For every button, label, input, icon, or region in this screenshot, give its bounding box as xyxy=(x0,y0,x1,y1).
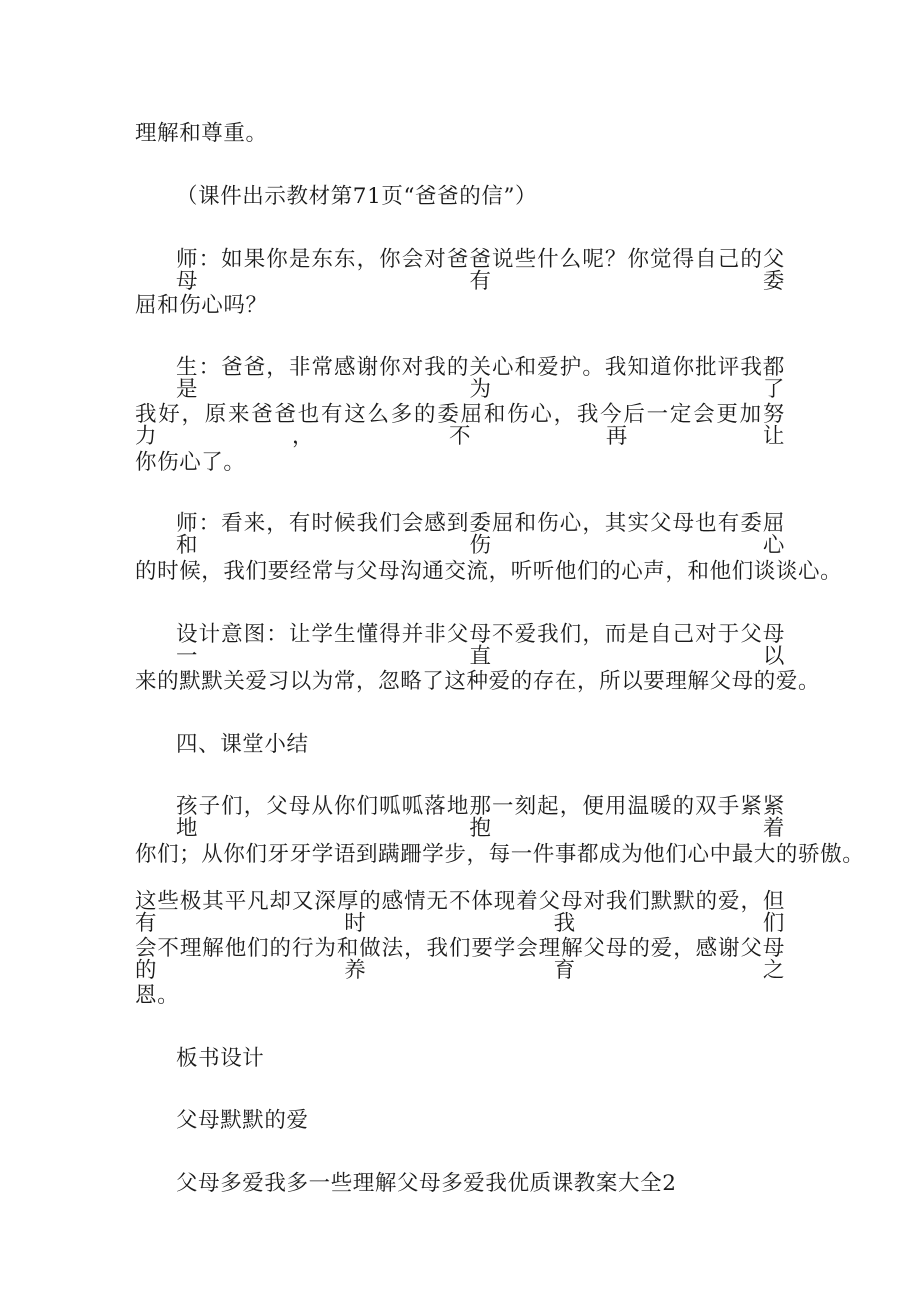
courseware-note: （课件出示教材第71页“爸爸的信”） xyxy=(176,184,538,209)
student-answer-line-3: 你伤心了。 xyxy=(135,450,246,475)
board-design-heading: 板书设计 xyxy=(176,1046,265,1071)
summary-line-5: 恩。 xyxy=(135,983,180,1008)
next-lesson-title: 父母多爱我多一些理解父母多爱我优质课教案大全2 xyxy=(176,1171,677,1196)
teacher-question-line-1: 师：如果你是东东，你会对爸爸说些什么呢？你觉得自己的父母有委 xyxy=(176,247,785,294)
board-design-title: 父母默默的爱 xyxy=(176,1108,309,1133)
text-line: 理解和尊重。 xyxy=(135,121,268,146)
teacher-remark-line-1: 师：看来，有时候我们会感到委屈和伤心，其实父母也有委屈和伤心 xyxy=(176,511,785,558)
summary-line-3: 这些极其平凡却又深厚的感情无不体现着父母对我们默默的爱，但有时我们 xyxy=(135,889,785,936)
student-answer-line-2: 我好，原来爸爸也有这么多的委屈和伤心，我今后一定会更加努力，不再让 xyxy=(135,402,785,449)
teacher-question-line-2: 屈和伤心吗？ xyxy=(135,293,268,318)
summary-line-2: 你们；从你们牙牙学语到蹒跚学步，每一件事都成为他们心中最大的骄傲。 xyxy=(135,842,865,867)
section-heading-summary: 四、课堂小结 xyxy=(176,732,309,757)
design-intent-line-1: 设计意图：让学生懂得并非父母不爱我们，而是自己对于父母一直以 xyxy=(176,622,785,669)
summary-line-1: 孩子们，父母从你们呱呱落地那一刻起，便用温暖的双手紧紧地抱着 xyxy=(176,794,785,841)
student-answer-line-1: 生：爸爸，非常感谢你对我的关心和爱护。我知道你批评我都是为了 xyxy=(176,355,785,402)
teacher-remark-line-2: 的时候，我们要经常与父母沟通交流，听听他们的心声，和他们谈谈心。 xyxy=(135,559,843,584)
design-intent-line-2: 来的默默关爱习以为常，忽略了这种爱的存在，所以要理解父母的爱。 xyxy=(135,669,821,694)
summary-line-4: 会不理解他们的行为和做法，我们要学会理解父母的爱，感谢父母的养育之 xyxy=(135,936,785,983)
